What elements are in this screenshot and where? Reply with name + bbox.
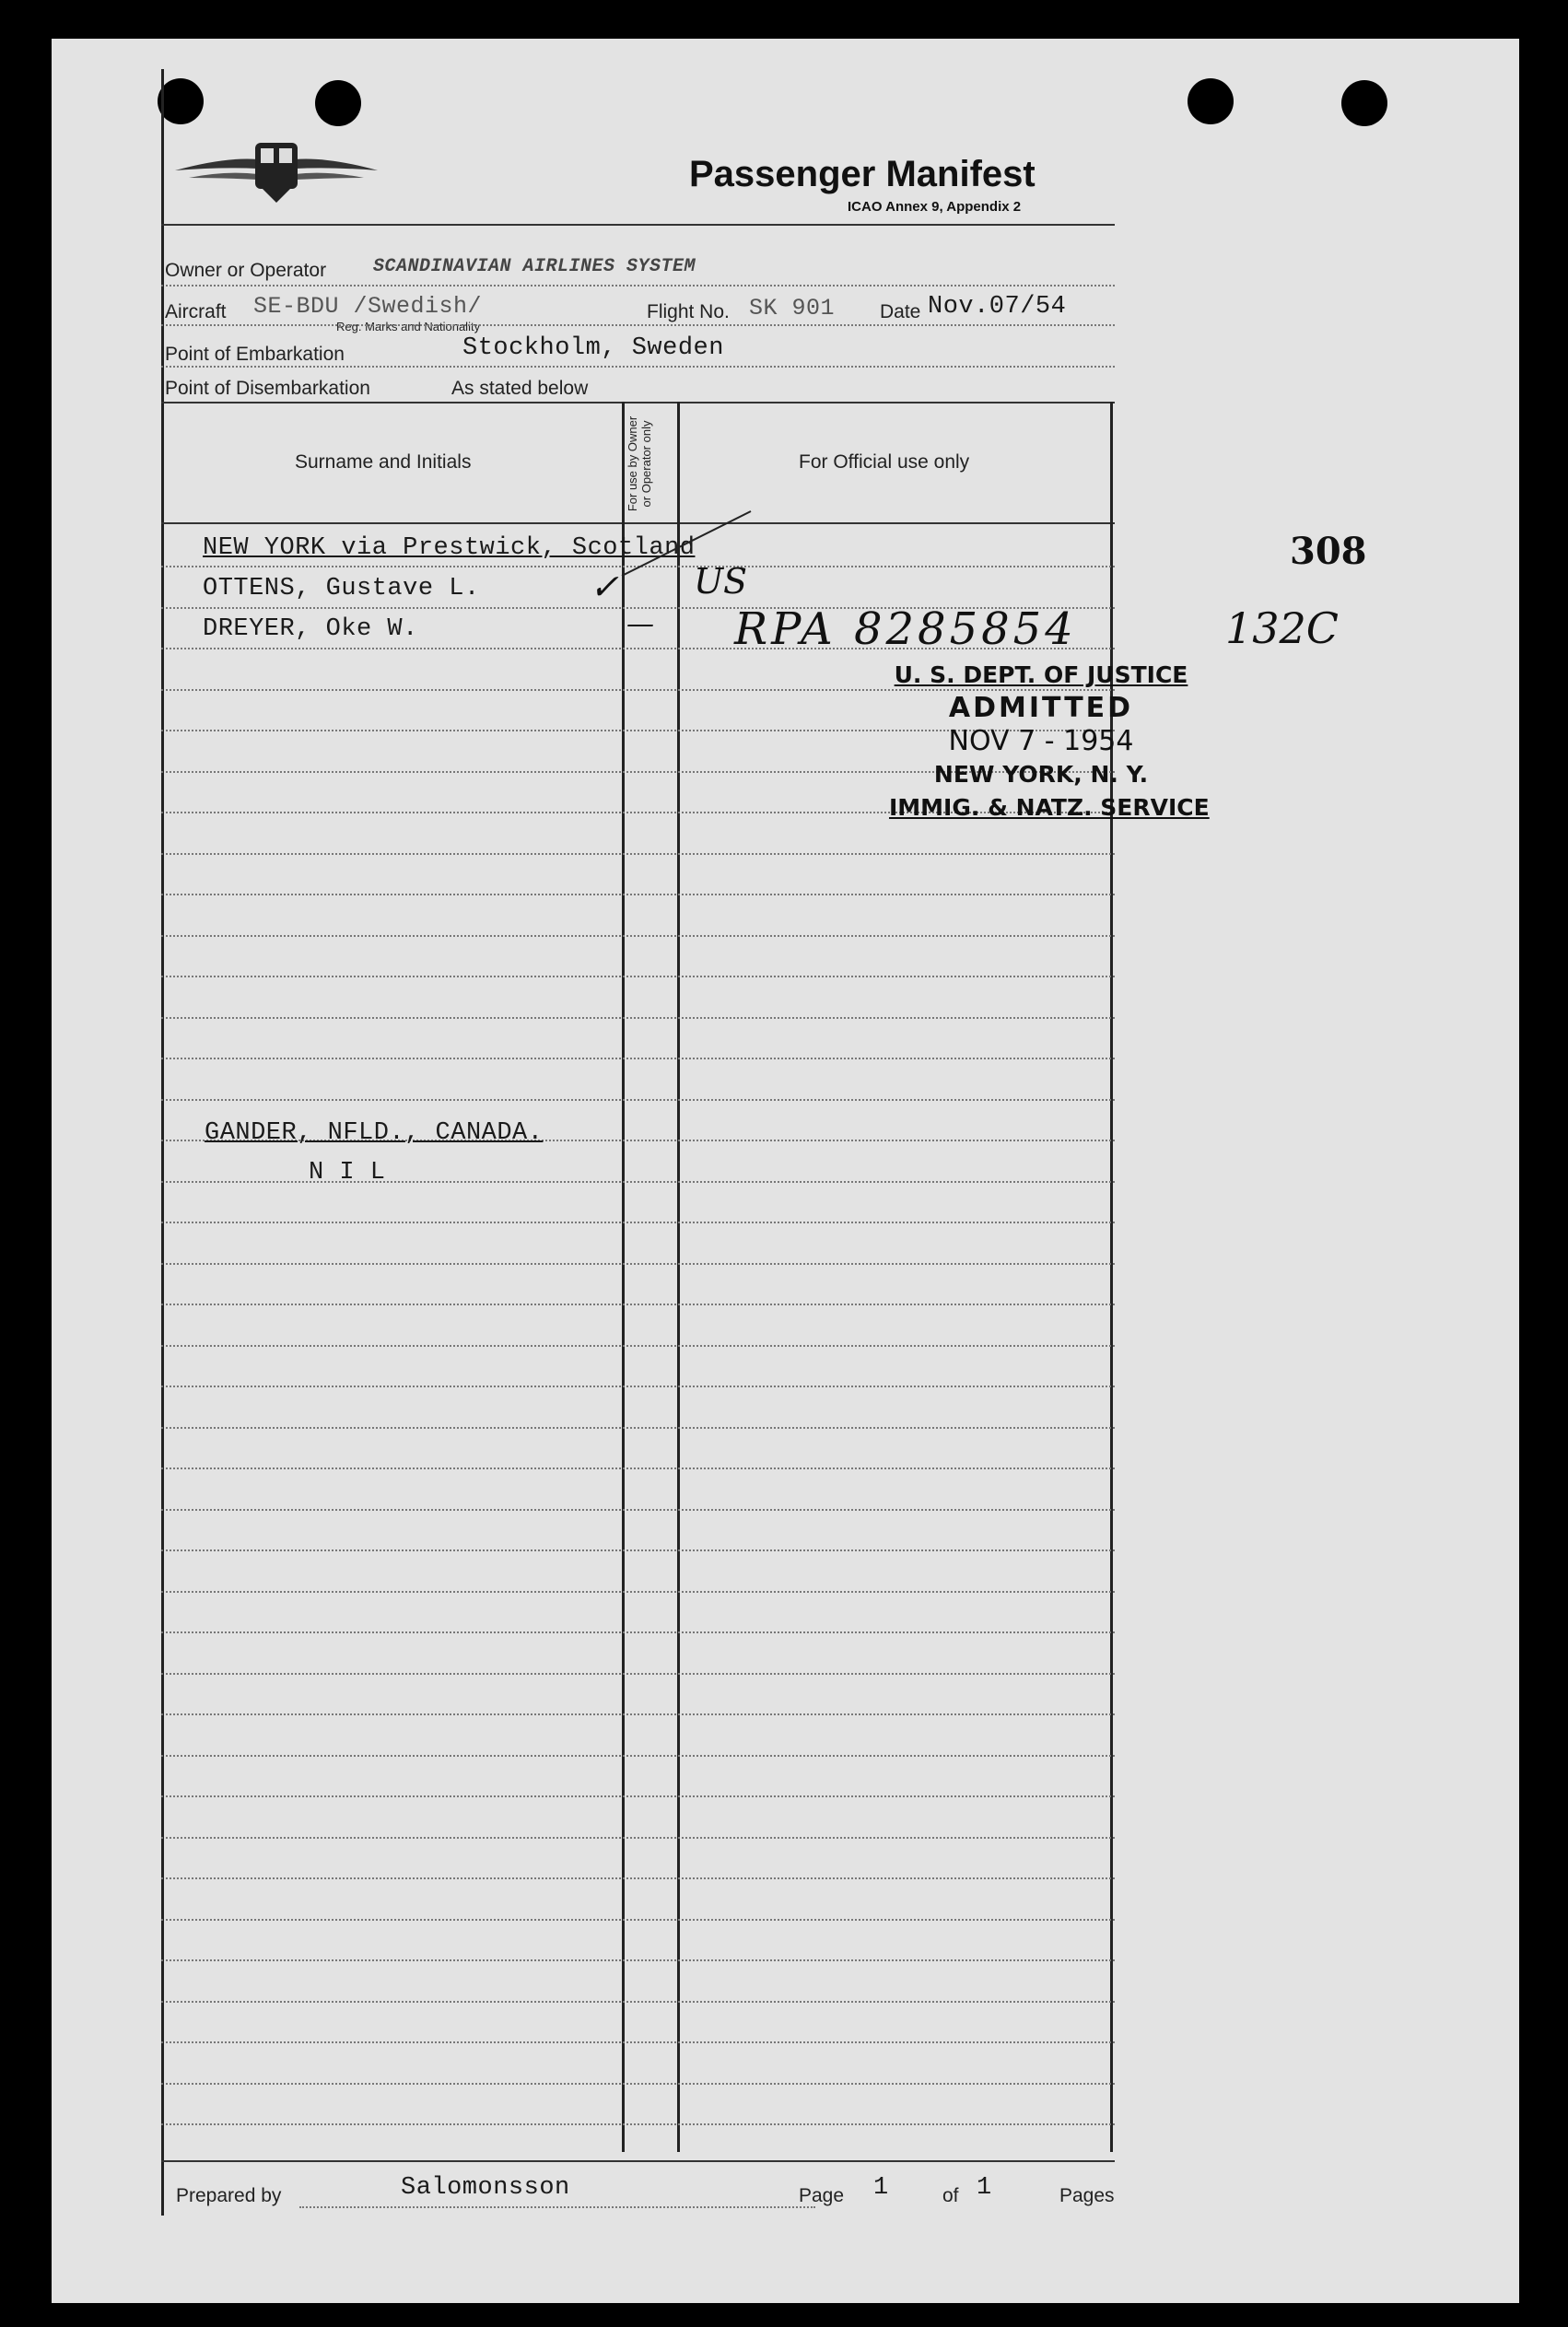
of-label: of (942, 2185, 959, 2206)
table-rule (161, 1673, 1115, 1675)
stamp-line: NEW YORK, N. Y. (933, 761, 1149, 788)
dash-mark: — (626, 608, 654, 640)
table-rule (161, 1304, 1115, 1305)
field-underline (161, 285, 1115, 286)
punch-hole (1341, 80, 1387, 126)
surname-column-header: Surname and Initials (295, 451, 472, 473)
table-rule (161, 2123, 1115, 2125)
table-bottom-rule (161, 2160, 1115, 2162)
page-label: Page (799, 2185, 845, 2206)
stamp-line: NOV 7 - 1954 (948, 725, 1134, 757)
date-label: Date (880, 301, 921, 322)
reg-note: Reg. Marks and Nationality (336, 320, 481, 333)
punch-hole (1188, 78, 1234, 124)
header-rule (161, 224, 1115, 226)
passenger-name: DREYER, Oke W. (203, 615, 418, 643)
page-title: Passenger Manifest (689, 154, 1036, 194)
official-column-header: For Official use only (799, 451, 970, 473)
table-rule (161, 976, 1115, 977)
pages-label: Pages (1059, 2185, 1115, 2206)
official-note: US (694, 561, 748, 602)
disembarkation-label: Point of Disembarkation (165, 378, 370, 399)
table-rule (161, 1549, 1115, 1551)
table-rule (161, 1017, 1115, 1019)
flight-label: Flight No. (647, 301, 730, 322)
aircraft-label: Aircraft (165, 301, 227, 322)
table-rule (161, 1058, 1115, 1059)
stamp-line: IMMIG. & NATZ. SERVICE (889, 794, 1210, 821)
passenger-name: OTTENS, Gustave L. (203, 575, 480, 602)
table-rule (161, 1877, 1115, 1879)
table-rule (161, 1591, 1115, 1593)
destination-new-york: NEW YORK via Prestwick, Scotland (203, 534, 696, 562)
date-value: Nov.07/54 (928, 293, 1067, 321)
destination-gander: GANDER, NFLD., CANADA. (205, 1119, 544, 1147)
check-mark: ✓ (590, 567, 619, 607)
operator-column-header: For use by Owner or Operator only (626, 415, 653, 512)
table-rule (161, 1713, 1115, 1715)
table-rule (161, 1345, 1115, 1347)
page-value: 1 (873, 2174, 889, 2202)
flight-value: SK 901 (749, 295, 836, 322)
table-rule (161, 2083, 1115, 2085)
manifest-form (161, 69, 1210, 2216)
table-rule (161, 1795, 1115, 1797)
table-rule (161, 1959, 1115, 1961)
form-left-border (161, 69, 164, 2216)
field-underline (299, 2206, 815, 2208)
table-rule (161, 1755, 1115, 1757)
table-rule (161, 1222, 1115, 1223)
of-value: 1 (977, 2174, 992, 2202)
immigration-stamp (889, 659, 1210, 824)
table-rule (161, 935, 1115, 937)
column-divider (677, 402, 680, 2152)
field-underline (161, 324, 1115, 326)
table-rule (161, 1468, 1115, 1469)
disembarkation-value: As stated below (451, 378, 589, 399)
table-rule (161, 1427, 1115, 1429)
table-rule (161, 1263, 1115, 1265)
embarkation-label: Point of Embarkation (165, 344, 345, 365)
table-rule (161, 1919, 1115, 1921)
table-rule (161, 1509, 1115, 1511)
column-divider (622, 402, 625, 2152)
margin-page-number: 308 (1290, 530, 1367, 573)
page-subtitle: ICAO Annex 9, Appendix 2 (848, 199, 1022, 215)
pen-stroke (617, 507, 755, 580)
margin-code: 132C (1225, 603, 1339, 653)
table-rule (161, 2001, 1115, 2003)
embarkation-value: Stockholm, Sweden (462, 334, 724, 362)
stamp-line: ADMITTED (948, 692, 1134, 724)
table-rule (161, 2041, 1115, 2043)
official-note: RPA 8285854 (734, 603, 1077, 655)
table-rule (161, 1837, 1115, 1839)
prepared-by-label: Prepared by (176, 2185, 282, 2206)
field-underline (161, 366, 1115, 368)
owner-label: Owner or Operator (165, 260, 327, 281)
table-top-rule (161, 402, 1115, 403)
table-rule (161, 1631, 1115, 1633)
table-rule (161, 1386, 1115, 1387)
table-rule (161, 894, 1115, 895)
table-rule (161, 853, 1115, 855)
aircraft-value: SE-BDU /Swedish/ (253, 293, 483, 320)
prepared-by-value: Salomonsson (401, 2174, 570, 2202)
table-rule (161, 1181, 1115, 1183)
airline-logo-icon (170, 134, 382, 207)
nil-entry: N I L (309, 1159, 386, 1187)
owner-value: SCANDINAVIAN AIRLINES SYSTEM (373, 256, 696, 277)
table-rule (161, 1099, 1115, 1101)
stamp-line: U. S. DEPT. OF JUSTICE (894, 661, 1188, 688)
